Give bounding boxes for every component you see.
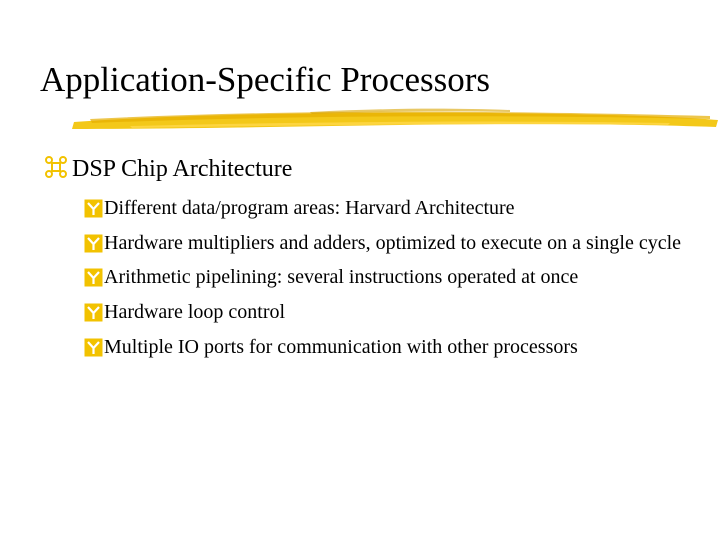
bullet-item: [84, 262, 714, 293]
bullet-list: [84, 193, 714, 367]
bullet-item: [84, 193, 714, 224]
y-box-bullet-icon: [84, 303, 103, 322]
section-heading: [44, 152, 292, 186]
bullet-item: [84, 297, 714, 328]
bullet-item: [84, 332, 714, 363]
slide-title: Application-Specific Processors: [40, 60, 491, 99]
bullet-text: Hardware loop control: [104, 301, 286, 323]
bullet-text: Different data/program areas: Harvard Architecture: [104, 197, 515, 219]
bullet-text: Multiple IO ports for communication with other processors: [104, 336, 578, 358]
y-box-bullet-icon: [84, 268, 103, 287]
y-box-bullet-icon: [84, 234, 103, 253]
y-box-bullet-icon: [84, 338, 103, 357]
bullet-item: [84, 228, 714, 258]
section-heading-text: DSP Chip Architecture: [72, 156, 293, 182]
y-box-bullet-icon: [84, 199, 103, 218]
command-key-icon: [44, 155, 68, 179]
bullet-text: Arithmetic pipelining: several instructions operated at once: [104, 266, 579, 288]
bullet-text: Hardware multipliers and adders, optimized to execute on a single cycle: [104, 232, 682, 254]
title-underline-brush: [70, 100, 720, 134]
